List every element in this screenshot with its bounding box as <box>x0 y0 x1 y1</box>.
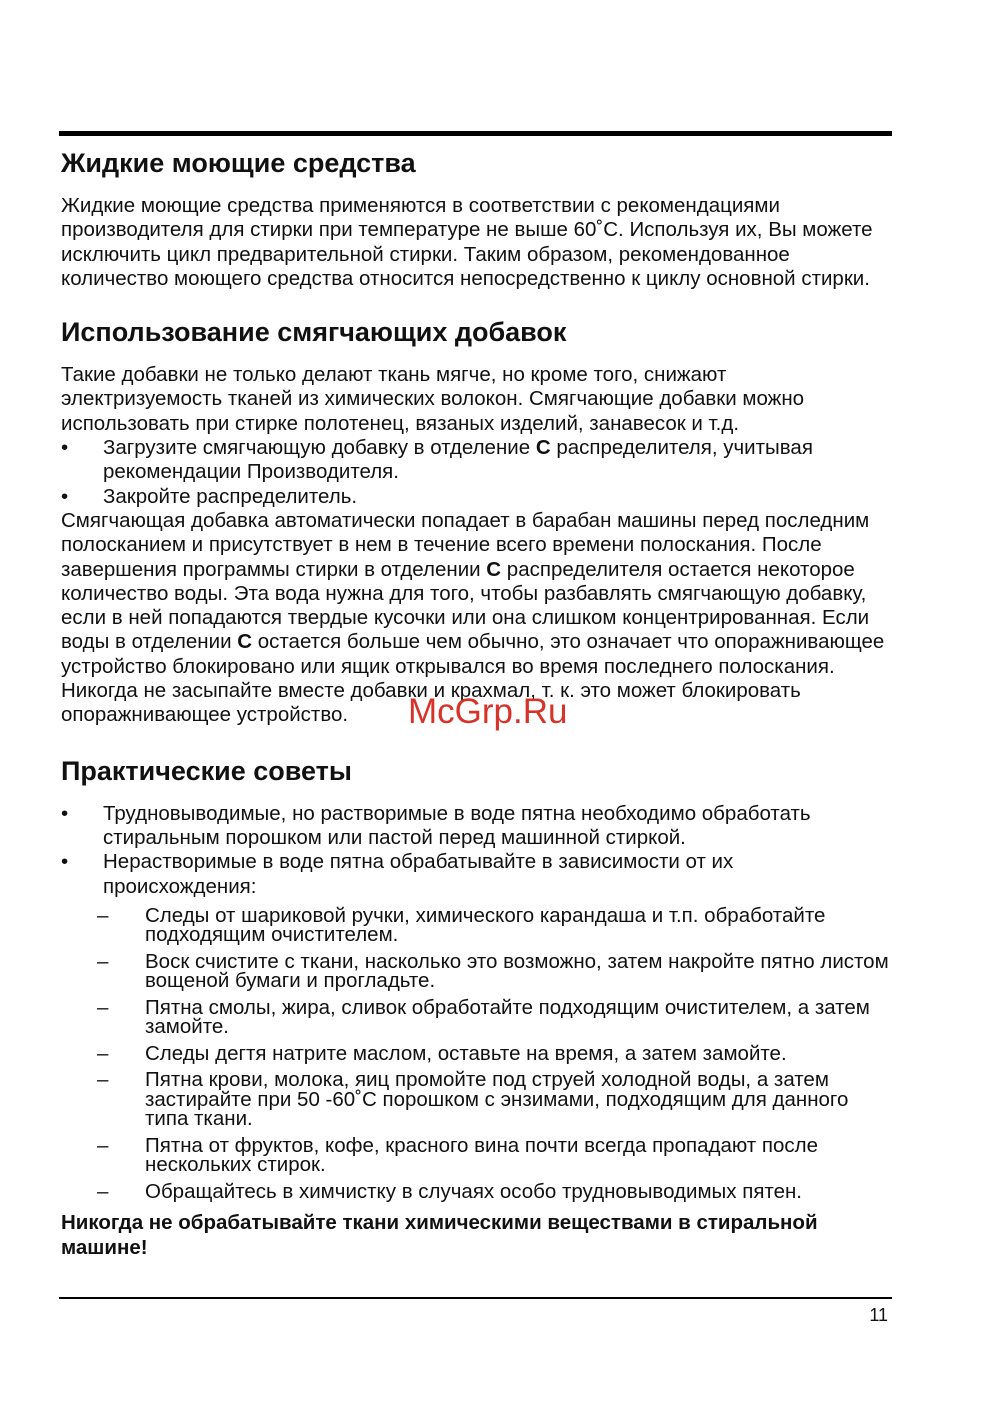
bullet-load-softener <box>61 436 891 485</box>
paragraph-text: распределителя остается некоторое количество воды. Эта вода нужна для того, чтобы разбавлять смягчающую добавку, если в ней попадаются твердые кусочки или она слишком концентрированная. Если воды в отделении <box>61 557 870 654</box>
dash-text: Пятна крови, молока, яиц промойте под струей холодной воды, а затем застирайте при 50 -60˚С порошком с энзимами, подходящим для данного типа ткани. <box>145 1068 849 1131</box>
dash-text: Обращайтесь в химчистку в случаях особо трудновыводимых пятен. <box>145 1179 803 1203</box>
dash-item-tar <box>61 1041 891 1065</box>
chemicals-warning: Никогда не обрабатывайте ткани химическими веществами в стиральной машине! <box>61 1211 818 1259</box>
bullet-text: Закройте распределитель. <box>103 484 358 508</box>
dash-item-wax <box>61 949 891 993</box>
heading-liquid-detergents: Жидкие моющие средства <box>61 148 416 178</box>
compartment-c-label: С <box>535 436 551 460</box>
stain-dash-list <box>61 903 891 1203</box>
bullet-icon: • <box>61 850 69 874</box>
bullet-close-dispenser <box>61 485 891 509</box>
softener-bullet-list <box>61 436 891 509</box>
dash-icon: – <box>97 1179 109 1203</box>
heading-softeners: Использование смягчающих добавок <box>61 317 567 348</box>
dash-text: Следы от шариковой ручки, химического карандаша и т.п. обработайте подходящим очистителем. <box>145 903 826 947</box>
dash-item-blood <box>61 1070 891 1129</box>
bullet-icon: • <box>61 436 69 460</box>
dash-text: Пятна от фруктов, кофе, красного вина почти всегда пропадают после нескольких стирок. <box>145 1133 818 1177</box>
bullet-icon: • <box>61 801 69 825</box>
dash-icon: – <box>97 949 109 973</box>
paragraph-liquid-detergents: Жидкие моющие средства применяются в соответствии с рекомендациями производителя для стирки при температуре не выше 60˚С. Используя их, Вы можете исключить цикл предварительной стирки. Таким образом, рекомендованное количество моющего средства относится непосредственно к циклу основной стирки. <box>61 194 873 290</box>
bullet-icon: • <box>61 484 69 508</box>
dash-text: Следы дегтя натрите маслом, оставьте на время, а затем замойте. <box>145 1041 787 1065</box>
watermark: McGrp.Ru <box>408 692 568 731</box>
dash-item-dry-cleaning <box>61 1179 891 1203</box>
dash-item-resin <box>61 995 891 1039</box>
top-rule <box>59 131 892 136</box>
dash-icon: – <box>97 1133 109 1157</box>
dash-icon: – <box>97 995 109 1019</box>
dash-text: Воск счистите с ткани, насколько это возможно, затем накройте пятно листом вощеной бумаги и прогладьте. <box>145 949 889 993</box>
heading-practical-tips: Практические советы <box>61 755 352 786</box>
compartment-c-label: С <box>237 630 253 654</box>
dash-icon: – <box>97 1041 109 1065</box>
paragraph-text: остается больше чем обычно, это означает что опоражнивающее устройство блокировано или ящик открывался во время последнего полоскания. Никогда не засыпайте вместе добавки и крахмал, т. к. это может блокировать опоражнивающее устройство. <box>61 630 885 727</box>
tips-bullet-list <box>61 802 891 899</box>
compartment-c-label: С <box>486 557 502 581</box>
bullet-soluble-stains <box>61 802 891 851</box>
bullet-text: Трудновыводимые, но растворимые в воде пятна необходимо обработать стиральным порошком или пастой перед машинной стиркой. <box>103 801 811 849</box>
bullet-text: Загрузите смягчающую добавку в отделение <box>103 436 536 460</box>
dash-item-fruit <box>61 1133 891 1177</box>
dash-text: Пятна смолы, жира, сливок обработайте подходящим очистителем, а затем замойте. <box>145 995 870 1039</box>
dash-item-pen <box>61 903 891 947</box>
bullet-text: Нерастворимые в воде пятна обрабатывайте в зависимости от их происхождения: <box>103 850 734 898</box>
bullet-text: распределителя, учитывая рекомендации Производителя. <box>103 436 813 484</box>
paragraph-text: Смягчающая добавка автоматически попадает в барабан машины перед последним полосканием и присутствует в нем в течение всего времени полоскания. После завершения программы стирки в отделении <box>61 508 870 581</box>
paragraph-softeners-intro: Такие добавки не только делают ткань мягче, но кроме того, снижают электризуемость тканей из химических волокон. Смягчающие добавки можно использовать при стирке полотенец, вязаных изделий, занавесок и т.д. <box>61 363 805 435</box>
page-number: 11 <box>869 1305 888 1325</box>
bottom-rule <box>59 1297 892 1299</box>
dash-icon: – <box>97 903 109 927</box>
dash-icon: – <box>97 1068 109 1092</box>
bullet-insoluble-stains <box>61 850 891 899</box>
